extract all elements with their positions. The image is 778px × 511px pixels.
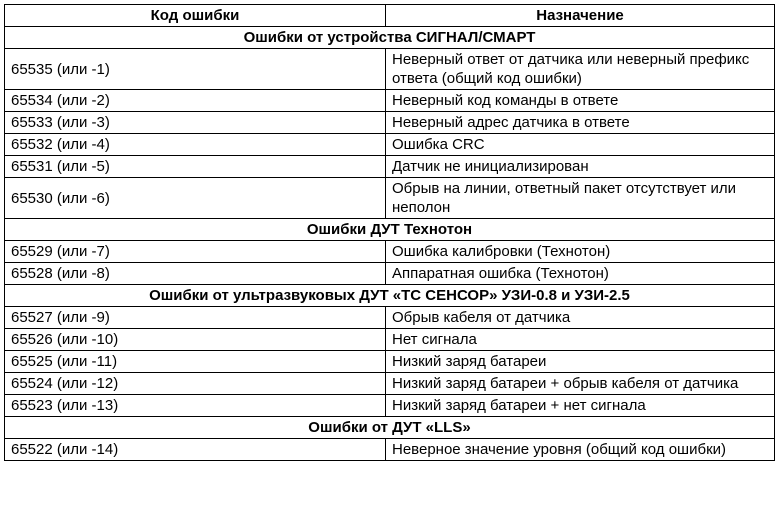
table-row xyxy=(5,90,775,112)
error-code-cell: 65535 (или -1) xyxy=(5,49,386,90)
table-body xyxy=(5,27,775,461)
section-title: Ошибки от ДУТ «LLS» xyxy=(5,417,775,439)
error-code-cell: 65529 (или -7) xyxy=(5,241,386,263)
error-description-cell: Неверный адрес датчика в ответе xyxy=(386,112,775,134)
table-row xyxy=(5,134,775,156)
section-title: Ошибки ДУТ Технотон xyxy=(5,219,775,241)
table-row xyxy=(5,49,775,90)
error-description-cell: Низкий заряд батареи + обрыв кабеля от датчика xyxy=(386,373,775,395)
header-code: Код ошибки xyxy=(5,5,386,27)
error-codes-table xyxy=(4,4,775,461)
error-code-cell: 65533 (или -3) xyxy=(5,112,386,134)
table-row xyxy=(5,112,775,134)
error-code-cell: 65530 (или -6) xyxy=(5,178,386,219)
error-description-cell: Аппаратная ошибка (Технотон) xyxy=(386,263,775,285)
table-row xyxy=(5,241,775,263)
table-row xyxy=(5,351,775,373)
error-code-cell: 65528 (или -8) xyxy=(5,263,386,285)
header-row xyxy=(5,5,775,27)
error-code-cell: 65522 (или -14) xyxy=(5,439,386,461)
table-row xyxy=(5,178,775,219)
error-description-cell: Низкий заряд батареи + нет сигнала xyxy=(386,395,775,417)
error-description-cell: Низкий заряд батареи xyxy=(386,351,775,373)
error-description-cell: Ошибка калибровки (Технотон) xyxy=(386,241,775,263)
error-code-cell: 65534 (или -2) xyxy=(5,90,386,112)
table-row xyxy=(5,395,775,417)
error-description-cell: Неверное значение уровня (общий код ошибки) xyxy=(386,439,775,461)
error-description-cell: Датчик не инициализирован xyxy=(386,156,775,178)
section-title: Ошибки от устройства СИГНАЛ/СМАРТ xyxy=(5,27,775,49)
error-code-cell: 65531 (или -5) xyxy=(5,156,386,178)
table-row xyxy=(5,263,775,285)
section-title: Ошибки от ультразвуковых ДУТ «ТС СЕНСОР» УЗИ-0.8 и УЗИ-2.5 xyxy=(5,285,775,307)
header-purpose: Назначение xyxy=(386,5,775,27)
table-row xyxy=(5,156,775,178)
section-row xyxy=(5,417,775,439)
error-description-cell: Нет сигнала xyxy=(386,329,775,351)
section-row xyxy=(5,285,775,307)
table-row xyxy=(5,439,775,461)
error-code-cell: 65527 (или -9) xyxy=(5,307,386,329)
table-row xyxy=(5,307,775,329)
error-code-cell: 65525 (или -11) xyxy=(5,351,386,373)
error-description-cell: Неверный ответ от датчика или неверный префикс ответа (общий код ошибки) xyxy=(386,49,775,90)
error-description-cell: Обрыв на линии, ответный пакет отсутствует или неполон xyxy=(386,178,775,219)
error-code-cell: 65524 (или -12) xyxy=(5,373,386,395)
error-code-cell: 65526 (или -10) xyxy=(5,329,386,351)
error-description-cell: Ошибка CRC xyxy=(386,134,775,156)
table-row xyxy=(5,329,775,351)
error-description-cell: Обрыв кабеля от датчика xyxy=(386,307,775,329)
error-code-cell: 65532 (или -4) xyxy=(5,134,386,156)
error-code-cell: 65523 (или -13) xyxy=(5,395,386,417)
section-row xyxy=(5,219,775,241)
error-description-cell: Неверный код команды в ответе xyxy=(386,90,775,112)
table-row xyxy=(5,373,775,395)
section-row xyxy=(5,27,775,49)
